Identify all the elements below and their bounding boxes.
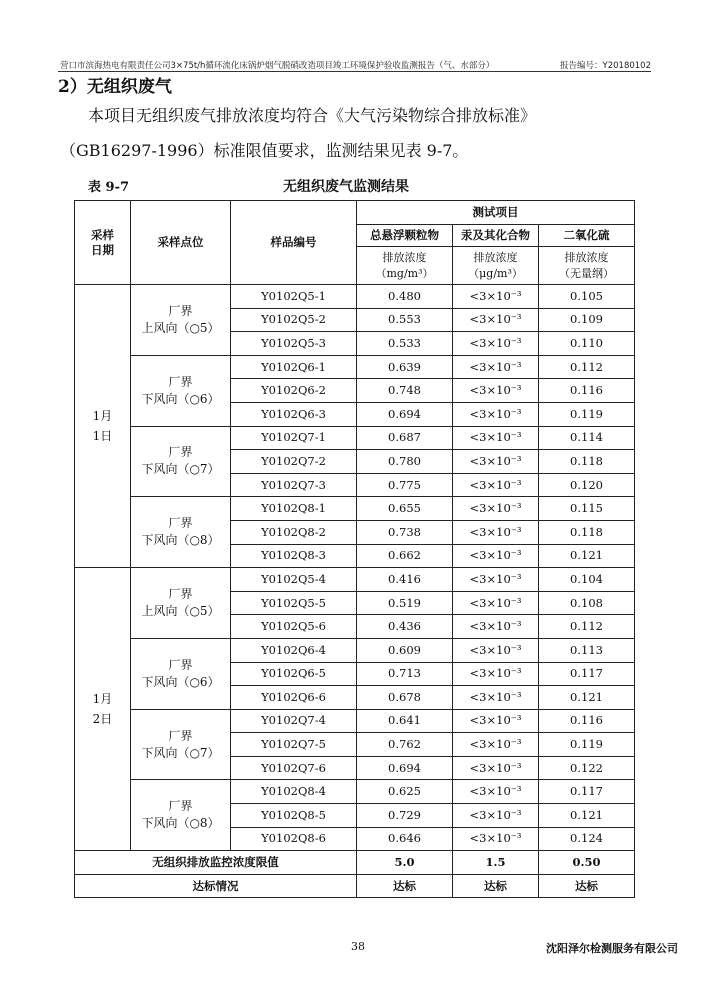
value-tsp: 0.639 [357,355,453,379]
col-header-date: 采样 日期 [75,201,131,285]
sample-id: Y0102Q6-1 [231,355,357,379]
sample-id: Y0102Q6-5 [231,662,357,686]
compliance-so2: 达标 [539,875,635,898]
value-tsp: 0.694 [357,756,453,780]
compliance-row [75,875,635,898]
value-so2: 0.120 [539,473,635,497]
compliance-label: 达标情况 [75,875,357,898]
monitoring-results-table [74,200,635,898]
sampling-date: 1月 1日 [75,285,131,568]
col-header-test-items: 测试项目 [357,201,635,225]
sample-id: Y0102Q5-3 [231,332,357,356]
limit-so2: 0.50 [539,851,635,875]
compliance-tsp: 达标 [357,875,453,898]
value-tsp: 0.553 [357,308,453,332]
value-so2: 0.116 [539,379,635,403]
sampling-point: 厂界 下风向（○8） [131,780,231,851]
value-so2: 0.116 [539,709,635,733]
sample-id: Y0102Q7-2 [231,450,357,474]
value-hg: <3×10⁻³ [453,780,539,804]
value-so2: 0.124 [539,827,635,851]
sample-id: Y0102Q7-1 [231,426,357,450]
col-header-tsp: 总悬浮颗粒物 [357,225,453,247]
page-number: 38 [351,940,365,953]
table-row [75,426,635,450]
value-tsp: 0.678 [357,686,453,710]
value-so2: 0.112 [539,355,635,379]
sampling-point: 厂界 下风向（○6） [131,355,231,426]
value-hg: <3×10⁻³ [453,473,539,497]
value-tsp: 0.762 [357,733,453,757]
value-tsp: 0.480 [357,285,453,309]
sample-id: Y0102Q5-2 [231,308,357,332]
col-header-sample-id: 样品编号 [231,201,357,285]
sampling-point: 厂界 下风向（○8） [131,497,231,568]
value-hg: <3×10⁻³ [453,332,539,356]
table-row [75,780,635,804]
table-title: 无组织废气监测结果 [283,179,409,195]
value-hg: <3×10⁻³ [453,308,539,332]
value-hg: <3×10⁻³ [453,709,539,733]
value-hg: <3×10⁻³ [453,450,539,474]
table-caption [58,176,634,196]
value-tsp: 0.713 [357,662,453,686]
table-number: 表 9-7 [88,180,130,195]
value-so2: 0.109 [539,308,635,332]
sample-id: Y0102Q8-3 [231,544,357,568]
value-hg: <3×10⁻³ [453,379,539,403]
value-so2: 0.121 [539,544,635,568]
value-tsp: 0.416 [357,568,453,592]
value-hg: <3×10⁻³ [453,615,539,639]
value-tsp: 0.533 [357,332,453,356]
value-so2: 0.119 [539,733,635,757]
value-tsp: 0.687 [357,426,453,450]
value-hg: <3×10⁻³ [453,497,539,521]
sampling-point: 厂界 上风向（○5） [131,568,231,639]
value-so2: 0.113 [539,638,635,662]
value-hg: <3×10⁻³ [453,827,539,851]
unit-hg: 排放浓度 （μg/m³） [453,247,539,285]
value-hg: <3×10⁻³ [453,285,539,309]
table-row [75,568,635,592]
section-heading: 2）无组织废气 [58,77,172,97]
value-hg: <3×10⁻³ [453,544,539,568]
sample-id: Y0102Q6-2 [231,379,357,403]
sample-id: Y0102Q5-5 [231,591,357,615]
value-tsp: 0.609 [357,638,453,662]
value-hg: <3×10⁻³ [453,756,539,780]
value-so2: 0.117 [539,780,635,804]
sample-id: Y0102Q8-1 [231,497,357,521]
value-tsp: 0.738 [357,520,453,544]
value-so2: 0.118 [539,520,635,544]
paragraph-line-1: 本项目无组织废气排放浓度均符合《大气污染物综合排放标准》 [88,106,537,125]
sampling-point: 厂界 下风向（○7） [131,709,231,780]
table-row [75,285,635,309]
table-row [75,638,635,662]
value-hg: <3×10⁻³ [453,402,539,426]
sample-id: Y0102Q5-4 [231,568,357,592]
value-so2: 0.121 [539,686,635,710]
col-header-point: 采样点位 [131,201,231,285]
limit-tsp: 5.0 [357,851,453,875]
value-tsp: 0.655 [357,497,453,521]
sample-id: Y0102Q7-3 [231,473,357,497]
limit-row [75,851,635,875]
value-tsp: 0.748 [357,379,453,403]
sample-id: Y0102Q6-3 [231,402,357,426]
value-so2: 0.121 [539,804,635,828]
sample-id: Y0102Q7-4 [231,709,357,733]
value-tsp: 0.436 [357,615,453,639]
value-so2: 0.118 [539,450,635,474]
value-so2: 0.110 [539,332,635,356]
value-so2: 0.115 [539,497,635,521]
value-hg: <3×10⁻³ [453,520,539,544]
sample-id: Y0102Q7-6 [231,756,357,780]
table-row [75,497,635,521]
sample-id: Y0102Q8-5 [231,804,357,828]
sample-id: Y0102Q8-6 [231,827,357,851]
value-hg: <3×10⁻³ [453,568,539,592]
sample-id: Y0102Q5-6 [231,615,357,639]
value-tsp: 0.646 [357,827,453,851]
value-hg: <3×10⁻³ [453,804,539,828]
value-so2: 0.108 [539,591,635,615]
sample-id: Y0102Q8-4 [231,780,357,804]
value-so2: 0.112 [539,615,635,639]
company-name: 沈阳泽尔检测服务有限公司 [546,942,678,955]
sampling-date: 1月 2日 [75,568,131,851]
sample-id: Y0102Q7-5 [231,733,357,757]
col-header-hg: 汞及其化合物 [453,225,539,247]
value-so2: 0.114 [539,426,635,450]
table-row [75,709,635,733]
report-number: 报告编号：Y20180102 [560,61,651,71]
value-tsp: 0.519 [357,591,453,615]
page-header [58,59,651,72]
paragraph-line-2: （GB16297-1996）标准限值要求，监测结果见表 9-7。 [60,141,469,160]
value-tsp: 0.641 [357,709,453,733]
value-tsp: 0.729 [357,804,453,828]
sample-id: Y0102Q5-1 [231,285,357,309]
value-tsp: 0.662 [357,544,453,568]
sampling-point: 厂界 下风向（○6） [131,638,231,709]
limit-hg: 1.5 [453,851,539,875]
value-hg: <3×10⁻³ [453,591,539,615]
value-tsp: 0.694 [357,402,453,426]
value-so2: 0.119 [539,402,635,426]
value-so2: 0.105 [539,285,635,309]
sample-id: Y0102Q6-6 [231,686,357,710]
value-tsp: 0.625 [357,780,453,804]
value-hg: <3×10⁻³ [453,662,539,686]
col-header-so2: 二氧化硫 [539,225,635,247]
value-hg: <3×10⁻³ [453,638,539,662]
value-so2: 0.122 [539,756,635,780]
table-body [75,285,635,851]
unit-tsp: 排放浓度 （mg/m³） [357,247,453,285]
limit-label: 无组织排放监控浓度限值 [75,851,357,875]
value-so2: 0.117 [539,662,635,686]
table-row [75,355,635,379]
value-tsp: 0.780 [357,450,453,474]
report-title: 营口市滨海热电有限责任公司3×75t/h循环流化床锅炉烟气脱硝改造项目竣工环境保护验收监测报告（气、水部分） [60,61,495,71]
value-hg: <3×10⁻³ [453,686,539,710]
value-so2: 0.104 [539,568,635,592]
value-hg: <3×10⁻³ [453,426,539,450]
compliance-hg: 达标 [453,875,539,898]
sampling-point: 厂界 下风向（○7） [131,426,231,497]
sample-id: Y0102Q8-2 [231,520,357,544]
value-hg: <3×10⁻³ [453,733,539,757]
sampling-point: 厂界 上风向（○5） [131,285,231,356]
value-hg: <3×10⁻³ [453,355,539,379]
unit-so2: 排放浓度 （无量纲） [539,247,635,285]
value-tsp: 0.775 [357,473,453,497]
sample-id: Y0102Q6-4 [231,638,357,662]
